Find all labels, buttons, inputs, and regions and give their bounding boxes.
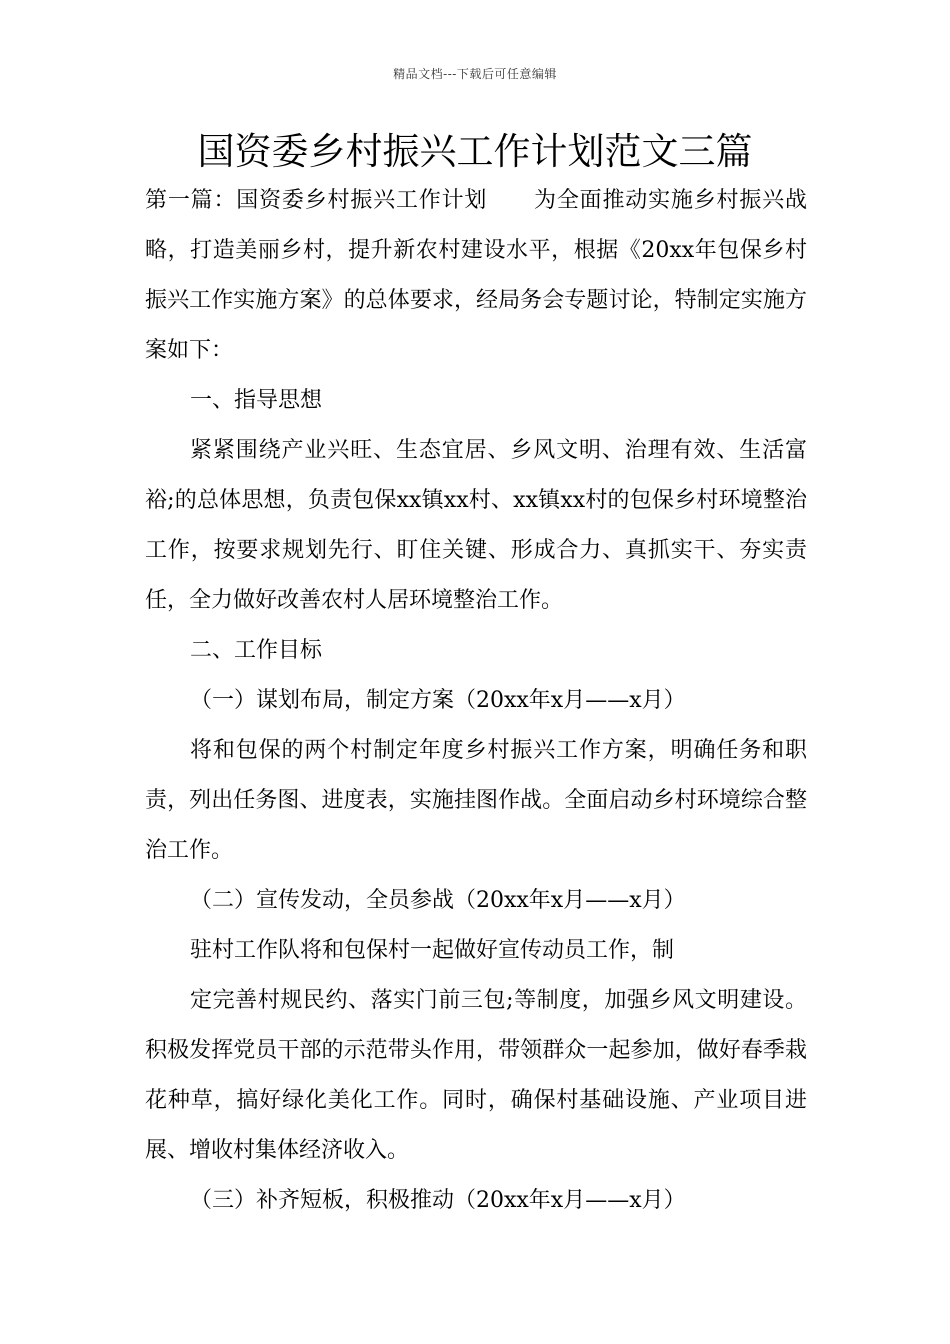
- intro-paragraph: [145, 176, 807, 376]
- paragraph-planning-layout: 将和包保的两个村制定年度乡村振兴工作方案，明确任务和职责，列出任务图、进度表，实施挂图作战。全面启动乡村环境综合整治工作。: [145, 738, 807, 863]
- paragraph-guiding-thought: 紧紧围绕产业兴旺、生态宜居、乡风文明、治理有效、生活富裕;的总体思想，负责包保xx镇xx村、xx镇xx村的包保乡村环境整治工作，按要求规划先行、盯住关键、形成合力、真抓实干、夯实责任，全力做好改善农村人居环境整治工作。: [145, 438, 807, 613]
- subheading-publicity-mobilization: （二）宣传发动，全员参战（20xx年x月——x月）: [190, 888, 686, 913]
- paragraph-publicity-mobilization: 驻村工作队将和包保村一起做好宣传动员工作，制: [190, 938, 675, 963]
- section-heading-work-goals: 二、工作目标: [190, 638, 323, 663]
- paragraph-village-rules: 定完善村规民约、落实门前三包;等制度，加强乡风文明建设。积极发挥党员干部的示范带头作用，带领群众一起参加，做好春季栽花种草，搞好绿化美化工作。同时，确保村基础设施、产业项目进展、增收村集体经济收入。: [145, 988, 807, 1163]
- subheading-planning-layout: （一）谋划布局，制定方案（20xx年x月——x月）: [190, 688, 686, 713]
- document-title: 国资委乡村振兴工作计划范文三篇: [197, 130, 753, 173]
- document-body: [145, 176, 807, 1226]
- page-header: 精品文档---下载后可任意编辑: [393, 67, 557, 81]
- intro-lead: 第一篇：国资委乡村振兴工作计划: [145, 188, 488, 213]
- intro-text: 为全面推动实施乡村振兴战略，打造美丽乡村，提升新农村建设水平，根据《20xx年包保乡村振兴工作实施方案》的总体要求，经局务会专题讨论，特制定实施方案如下：: [145, 188, 807, 363]
- section-heading-guiding-thought: 一、指导思想: [190, 388, 323, 413]
- subheading-fill-gaps: （三）补齐短板，积极推动（20xx年x月——x月）: [190, 1188, 686, 1213]
